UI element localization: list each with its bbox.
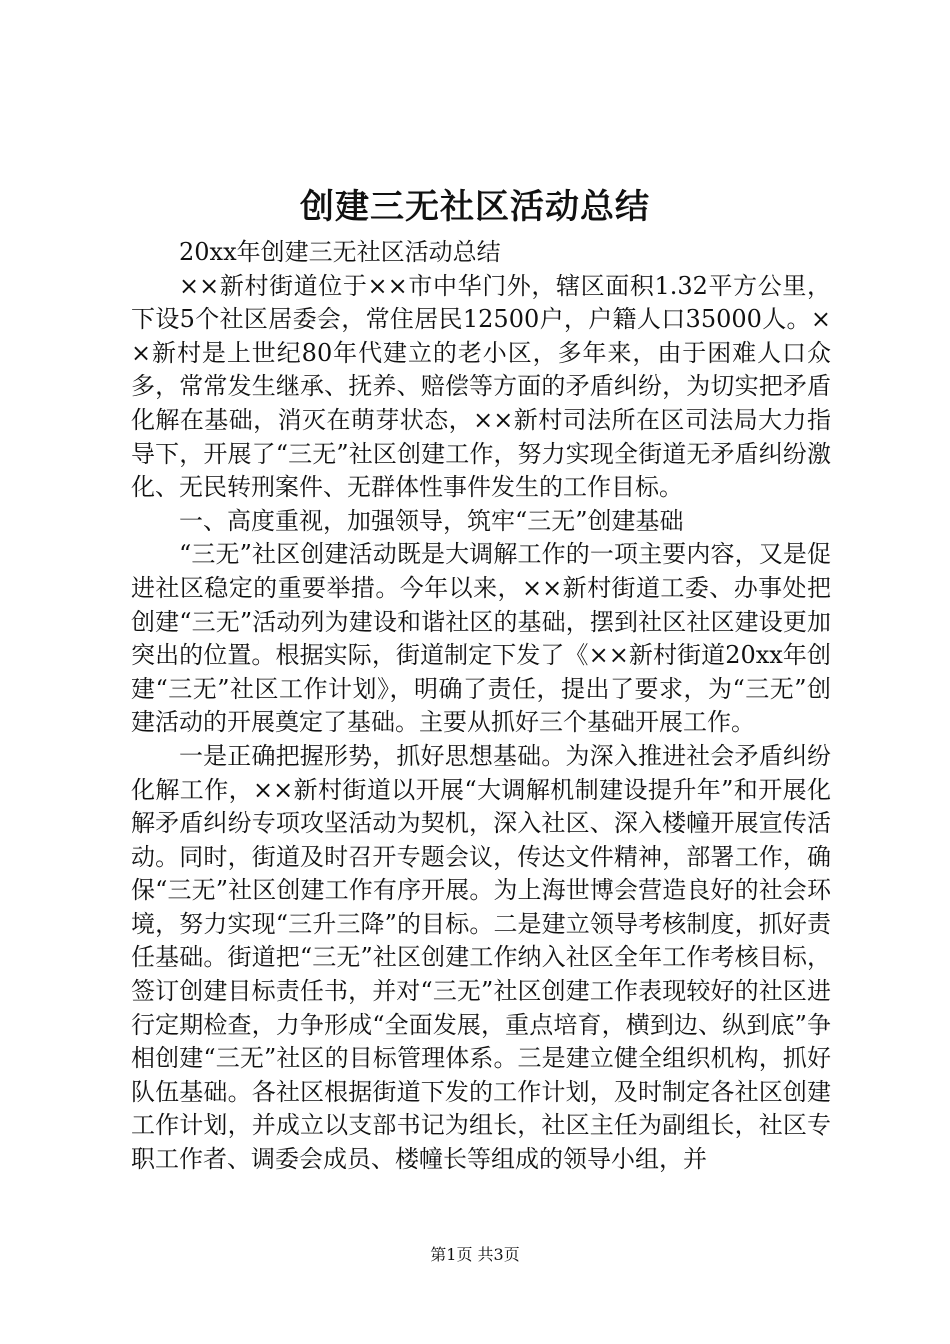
paragraph-subtitle: 20xx年创建三无社区活动总结 — [179, 238, 501, 266]
document-body — [131, 236, 831, 1177]
document-title: 创建三无社区活动总结 — [300, 187, 650, 227]
paragraph-section-1: “三无”社区创建活动既是大调解工作的一项主要内容，又是促进社区稳定的重要举措。今年以来，××新村街道工委、办事处把创建“三无”活动列为建设和谐社区的基础，摆到社区社区建设更加突出的位置。根据实际，街道制定下发了《××新村街道20xx年创建“三无”社区工作计划》，明确了责任，提出了要求，为“三无”创建活动的开展奠定了基础。主要从抓好三个基础开展工作。 — [131, 540, 831, 737]
paragraph-intro: ××新村街道位于××市中华门外，辖区面积1.32平方公里，下设5个社区居委会，常住居民12500户，户籍人口35000人。××新村是上世纪80年代建立的老小区，多年来，由于困难人口众多，常常发生继承、抚养、赔偿等方面的矛盾纠纷，为切实把矛盾化解在基础，消灭在萌芽状态，××新村司法所在区司法局大力指导下，开展了“三无”社区创建工作，努力实现全街道无矛盾纠纷激化、无民转刑案件、无群体性事件发生的工作目标。 — [131, 271, 831, 502]
paragraph-three-bases: 一是正确把握形势，抓好思想基础。为深入推进社会矛盾纠纷化解工作，××新村街道以开展“大调解机制建设提升年”和开展化解矛盾纠纷专项攻坚活动为契机，深入社区、深入楼幢开展宣传活动。同时，街道及时召开专题会议，传达文件精神，部署工作，确保“三无”社区创建工作有序开展。为上海世博会营造良好的社会环境，努力实现“三升三降”的目标。二是建立领导考核制度，抓好责任基础。街道把“三无”社区创建工作纳入社区全年工作考核目标，签订创建目标责任书，并对“三无”社区创建工作表现较好的社区进行定期检查，力争形成“全面发展，重点培育，横到边、纵到底”争相创建“三无”社区的目标管理体系。三是建立健全组织机构，抓好队伍基础。各社区根据街道下发的工作计划，及时制定各社区创建工作计划，并成立以支部书记为组长，社区主任为副组长，社区专职工作者、调委会成员、楼幢长等组成的领导小组，并 — [131, 741, 831, 1174]
page-footer: 第1页 共3页 — [430, 1245, 520, 1264]
section-heading-1: 一、高度重视，加强领导，筑牢“三无”创建基础 — [179, 506, 684, 535]
